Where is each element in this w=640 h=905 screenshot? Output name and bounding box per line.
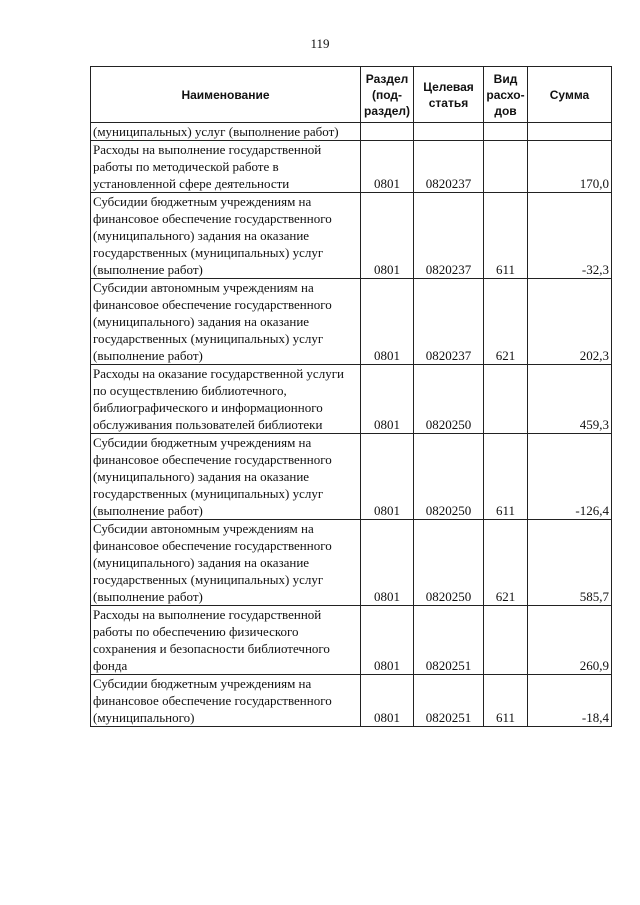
- page-number: 119: [310, 36, 330, 51]
- row-sum: 459,3: [528, 365, 612, 434]
- row-target: 0820237: [414, 279, 484, 365]
- row-section: 0801: [361, 279, 414, 365]
- table-row: [91, 520, 612, 606]
- table-row: [91, 279, 612, 365]
- header-sum: Сумма: [528, 67, 612, 123]
- row-target: 0820251: [414, 606, 484, 675]
- row-target: 0820251: [414, 675, 484, 727]
- row-section: [361, 123, 414, 141]
- header-name: Наименование: [91, 67, 361, 123]
- row-sum: -18,4: [528, 675, 612, 727]
- table-header-row: [91, 67, 612, 123]
- row-sum: 585,7: [528, 520, 612, 606]
- row-name: (муниципальных) услуг (выполнение работ): [91, 123, 361, 141]
- row-name: Расходы на оказание государственной услуги по осуществлению библиотечного, библиографического и информационного обслуживания пользователей библиотеки: [91, 365, 361, 434]
- row-name: Субсидии автономным учреждениям на финансовое обеспечение государственного (муниципального) задания на оказание государственных (муниципальных) услуг (выполнение работ): [91, 520, 361, 606]
- row-target: [414, 123, 484, 141]
- row-target: 0820237: [414, 141, 484, 193]
- budget-table: [90, 66, 612, 727]
- row-section: 0801: [361, 365, 414, 434]
- row-kind: 621: [484, 279, 528, 365]
- row-target: 0820237: [414, 193, 484, 279]
- row-name: Субсидии бюджетным учреждениям на финансовое обеспечение государственного (муниципального) задания на оказание государственных (муниципальных) услуг (выполнение работ): [91, 434, 361, 520]
- table-row: [91, 675, 612, 727]
- row-sum: [528, 123, 612, 141]
- row-section: 0801: [361, 606, 414, 675]
- row-sum: -32,3: [528, 193, 612, 279]
- row-kind: 621: [484, 520, 528, 606]
- table-row: [91, 141, 612, 193]
- row-section: 0801: [361, 675, 414, 727]
- header-section: Раздел (под-раздел): [361, 67, 414, 123]
- row-sum: 170,0: [528, 141, 612, 193]
- row-name: Субсидии бюджетным учреждениям на финансовое обеспечение государственного (муниципального) задания на оказание государственных (муниципальных) услуг (выполнение работ): [91, 193, 361, 279]
- row-section: 0801: [361, 520, 414, 606]
- row-target: 0820250: [414, 434, 484, 520]
- row-section: 0801: [361, 193, 414, 279]
- row-target: 0820250: [414, 365, 484, 434]
- row-sum: 202,3: [528, 279, 612, 365]
- row-kind: [484, 606, 528, 675]
- table-row: [91, 123, 612, 141]
- row-kind: 611: [484, 434, 528, 520]
- row-kind: [484, 141, 528, 193]
- table-row: [91, 434, 612, 520]
- row-kind: 611: [484, 193, 528, 279]
- row-section: 0801: [361, 141, 414, 193]
- header-target: Целевая статья: [414, 67, 484, 123]
- row-kind: [484, 123, 528, 141]
- row-target: 0820250: [414, 520, 484, 606]
- row-name: Расходы на выполнение государственной работы по методической работе в установленной сфере деятельности: [91, 141, 361, 193]
- row-name: Расходы на выполнение государственной работы по обеспечению физического сохранения и безопасности библиотечного фонда: [91, 606, 361, 675]
- row-section: 0801: [361, 434, 414, 520]
- row-name: Субсидии бюджетным учреждениям на финансовое обеспечение государственного (муниципального): [91, 675, 361, 727]
- table-row: [91, 365, 612, 434]
- row-sum: 260,9: [528, 606, 612, 675]
- table-row: [91, 193, 612, 279]
- row-kind: [484, 365, 528, 434]
- table-row: [91, 606, 612, 675]
- row-name: Субсидии автономным учреждениям на финансовое обеспечение государственного (муниципального) задания на оказание государственных (муниципальных) услуг (выполнение работ): [91, 279, 361, 365]
- header-kind: Вид расхо-дов: [484, 67, 528, 123]
- row-sum: -126,4: [528, 434, 612, 520]
- row-kind: 611: [484, 675, 528, 727]
